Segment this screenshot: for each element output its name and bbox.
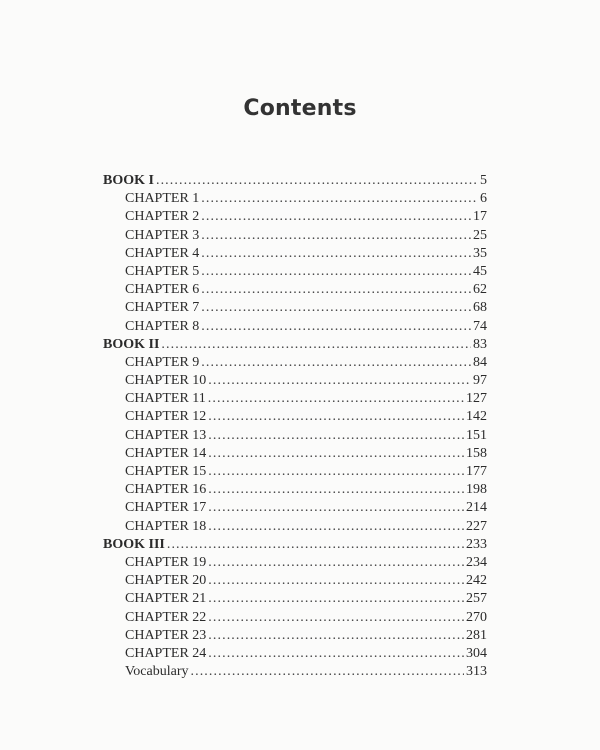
toc-page-number: 233	[466, 536, 487, 552]
toc-page-number: 83	[473, 336, 487, 352]
dot-leader	[201, 190, 478, 208]
toc-chapter-entry	[103, 372, 487, 390]
toc-page-number: 177	[466, 464, 487, 479]
toc-page-number: 74	[473, 318, 487, 334]
toc-entry-label: CHAPTER 12	[125, 409, 207, 425]
dot-leader	[208, 554, 464, 572]
dot-leader	[208, 499, 464, 517]
toc-chapter-entry	[103, 463, 487, 481]
toc-entry-label: BOOK II	[103, 336, 160, 352]
toc-chapter-entry	[103, 554, 487, 572]
toc-page-number: 127	[466, 391, 487, 407]
toc-page-number: 214	[466, 500, 487, 516]
toc-chapter-entry	[103, 354, 487, 372]
toc-page-number: 234	[466, 554, 487, 570]
toc-entry-label: CHAPTER 24	[125, 645, 207, 661]
toc-entry-label: CHAPTER 1	[125, 191, 200, 207]
dot-leader	[201, 281, 471, 299]
toc-page-number: 242	[466, 573, 487, 589]
toc-entry-label: CHAPTER 9	[125, 354, 200, 370]
toc-page-number: 304	[466, 645, 487, 661]
toc-page-number: 198	[466, 482, 487, 498]
table-of-contents	[103, 172, 487, 681]
toc-page-number: 5	[480, 173, 487, 188]
toc-chapter-entry	[103, 390, 487, 408]
dot-leader	[201, 208, 471, 226]
toc-entry-label: CHAPTER 6	[125, 282, 200, 298]
toc-entry-label: CHAPTER 8	[125, 318, 200, 334]
toc-entry-label: CHAPTER 5	[125, 263, 200, 279]
dot-leader	[208, 390, 464, 408]
dot-leader	[167, 536, 464, 554]
toc-chapter-entry	[103, 645, 487, 663]
toc-entry-label: CHAPTER 17	[125, 500, 207, 516]
toc-entry-label: CHAPTER 15	[125, 464, 207, 479]
toc-chapter-entry	[103, 445, 487, 463]
toc-entry-label: CHAPTER 22	[125, 609, 207, 625]
dot-leader	[208, 463, 464, 481]
toc-chapter-entry	[103, 208, 487, 226]
toc-entry-label: CHAPTER 11	[125, 391, 206, 407]
toc-entry-label: CHAPTER 10	[125, 373, 207, 389]
toc-chapter-entry	[103, 318, 487, 336]
toc-page-number: 17	[473, 209, 487, 225]
toc-book-entry	[103, 336, 487, 354]
dot-leader	[208, 481, 464, 499]
toc-entry-label: CHAPTER 4	[125, 245, 200, 261]
toc-chapter-entry	[103, 427, 487, 445]
toc-book-entry	[103, 172, 487, 190]
toc-entry-label: CHAPTER 19	[125, 554, 207, 570]
toc-entry-label: CHAPTER 18	[125, 518, 207, 534]
toc-page-number: 257	[466, 591, 487, 607]
toc-chapter-entry	[103, 263, 487, 281]
toc-chapter-entry	[103, 499, 487, 517]
toc-chapter-entry	[103, 245, 487, 263]
toc-chapter-entry	[103, 299, 487, 317]
toc-page-number: 158	[466, 445, 487, 461]
toc-page-number: 6	[480, 191, 487, 207]
toc-chapter-entry	[103, 609, 487, 627]
dot-leader	[191, 663, 465, 681]
toc-entry-label: BOOK III	[103, 536, 165, 552]
toc-page-number: 313	[466, 664, 487, 680]
dot-leader	[201, 318, 471, 336]
toc-chapter-entry	[103, 281, 487, 299]
dot-leader	[201, 227, 471, 245]
toc-entry-label: BOOK I	[103, 173, 154, 188]
dot-leader	[201, 263, 471, 281]
dot-leader	[208, 372, 471, 390]
toc-page-number: 281	[466, 627, 487, 643]
toc-page-number: 270	[466, 609, 487, 625]
dot-leader	[208, 408, 464, 426]
dot-leader	[161, 336, 471, 354]
toc-page-number: 84	[473, 354, 487, 370]
toc-chapter-entry	[103, 572, 487, 590]
toc-entry-label: CHAPTER 7	[125, 300, 200, 316]
page-title: Contents	[243, 96, 357, 121]
toc-entry-label: CHAPTER 2	[125, 209, 200, 225]
toc-chapter-entry	[103, 408, 487, 426]
toc-chapter-entry	[103, 663, 487, 681]
dot-leader	[208, 627, 464, 645]
toc-page-number: 68	[473, 300, 487, 316]
dot-leader	[208, 518, 464, 536]
toc-entry-label: CHAPTER 21	[125, 591, 207, 607]
toc-entry-label: CHAPTER 20	[125, 573, 207, 589]
toc-chapter-entry	[103, 481, 487, 499]
toc-entry-label: CHAPTER 14	[125, 445, 207, 461]
toc-chapter-entry	[103, 227, 487, 245]
toc-entry-label: CHAPTER 13	[125, 427, 207, 443]
dot-leader	[208, 572, 464, 590]
dot-leader	[208, 645, 464, 663]
toc-entry-label: CHAPTER 3	[125, 227, 200, 243]
dot-leader	[201, 299, 471, 317]
toc-chapter-entry	[103, 190, 487, 208]
dot-leader	[208, 427, 464, 445]
dot-leader	[208, 445, 464, 463]
toc-page-number: 45	[473, 263, 487, 279]
dot-leader	[201, 245, 471, 263]
toc-page-number: 97	[473, 373, 487, 389]
toc-page-number: 62	[473, 282, 487, 298]
dot-leader	[208, 590, 464, 608]
toc-page-number: 142	[466, 409, 487, 425]
dot-leader	[208, 609, 464, 627]
toc-entry-label: CHAPTER 23	[125, 627, 207, 643]
toc-page-number: 151	[466, 427, 487, 443]
dot-leader	[156, 172, 478, 190]
toc-chapter-entry	[103, 518, 487, 536]
toc-entry-label: Vocabulary	[125, 664, 189, 680]
dot-leader	[201, 354, 471, 372]
toc-entry-label: CHAPTER 16	[125, 482, 207, 498]
toc-page-number: 227	[466, 518, 487, 534]
toc-page-number: 25	[473, 227, 487, 243]
toc-book-entry	[103, 536, 487, 554]
toc-chapter-entry	[103, 627, 487, 645]
toc-chapter-entry	[103, 590, 487, 608]
toc-page-number: 35	[473, 245, 487, 261]
